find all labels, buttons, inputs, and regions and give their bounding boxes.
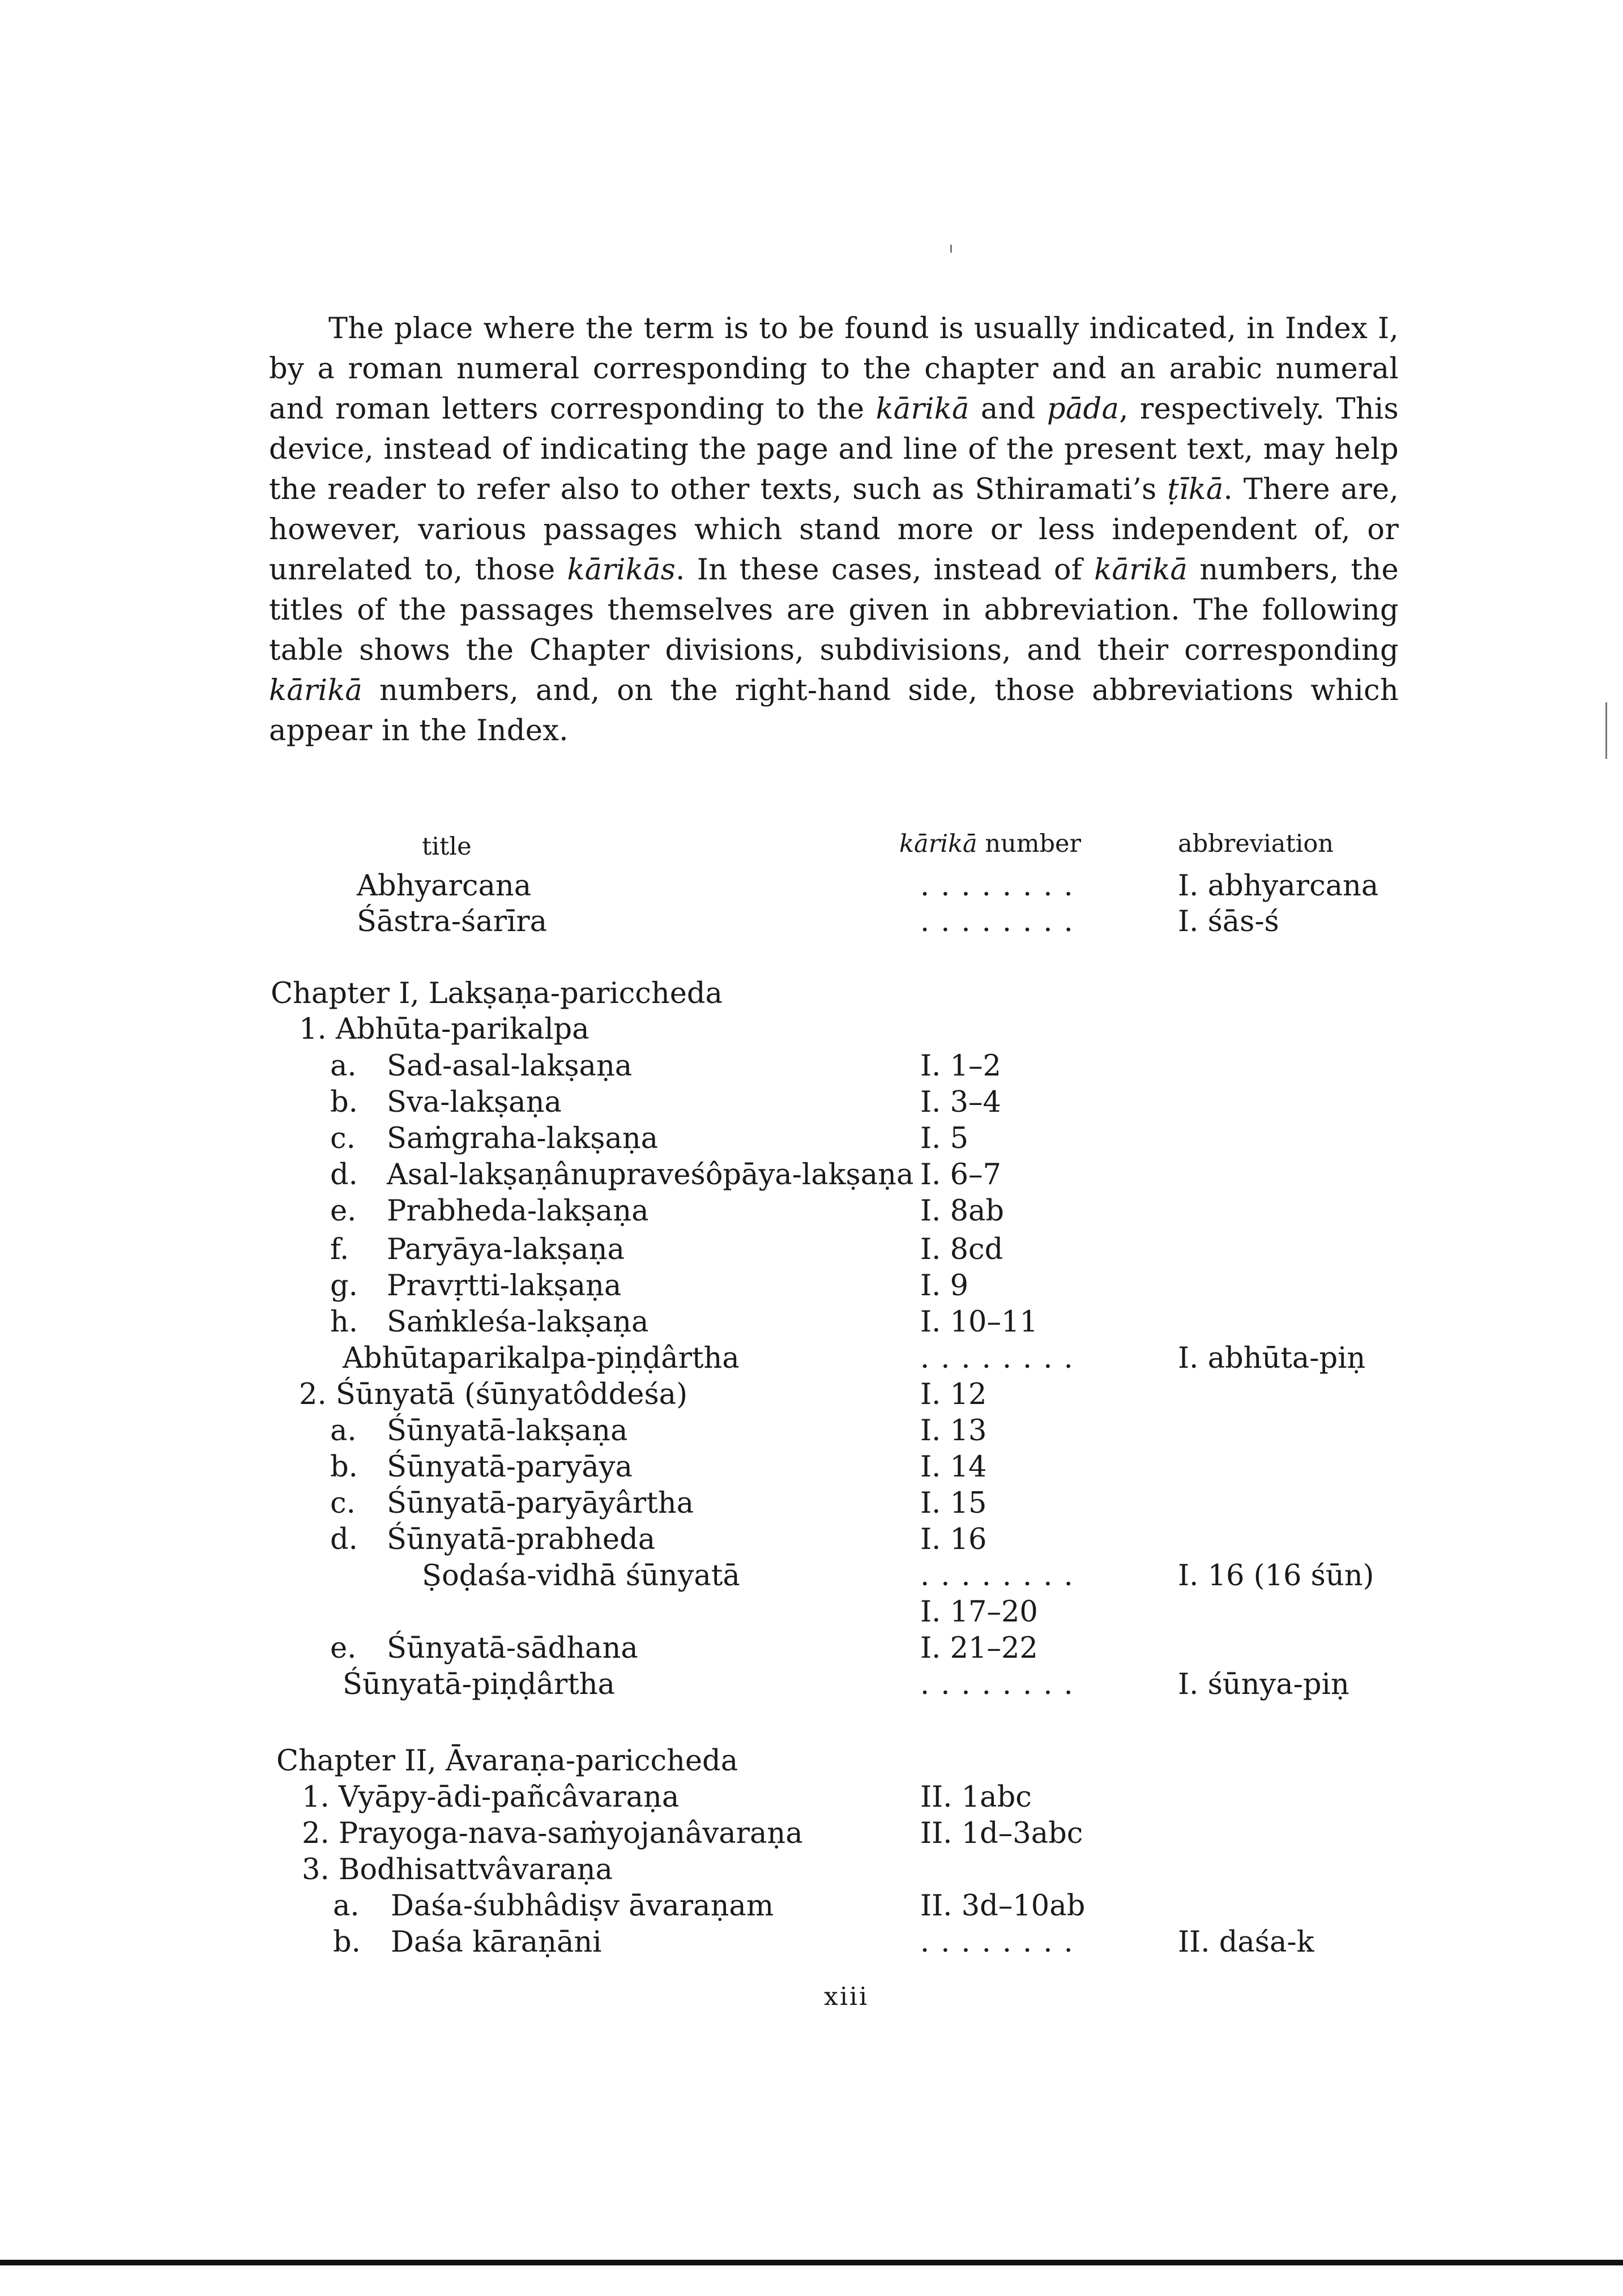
section-2-2: 2. Prayoga-nava-saṁyojanâvaraṇa (302, 1817, 803, 1850)
row-letter: d. (330, 1523, 358, 1556)
row-title: Saṁgraha-lakṣaṇa (387, 1122, 659, 1155)
leader-dots: ........ (920, 1559, 1084, 1593)
row-title: Pravṛtti-lakṣaṇa (387, 1269, 622, 1303)
row-letter: h. (330, 1305, 358, 1339)
section-2-3: 3. Bodhisattvâvaraṇa (302, 1853, 613, 1887)
row-title: Paryāya-lakṣaṇa (387, 1233, 625, 1266)
row-ref: II. 3d–10ab (920, 1889, 1086, 1923)
leader-dots: ........ (920, 905, 1084, 938)
row-letter: b. (333, 1926, 361, 1959)
page-number: xiii (824, 1982, 869, 2011)
row-ref: I. 16 (920, 1523, 987, 1556)
row-abbr: I. śūnya-piṇ (1178, 1668, 1349, 1701)
row-abbr: I. 16 (16 śūn) (1178, 1559, 1374, 1593)
row-title: Śūnyatā-paryāyârtha (387, 1487, 694, 1520)
row-title: Saṁkleśa-lakṣaṇa (387, 1305, 649, 1339)
row-letter: b. (330, 1450, 358, 1484)
row-abhyarcana-abbr: I. abhyarcana (1178, 869, 1379, 903)
row-title: Śūnyatā-piṇḍârtha (343, 1668, 615, 1701)
row-ref: I. 12 (920, 1378, 987, 1411)
row-ref: I. 1–2 (920, 1049, 1001, 1083)
row-title: Sad-asal-lakṣaṇa (387, 1049, 633, 1083)
leader-dots: ........ (920, 869, 1084, 903)
row-ref: II. 1d–3abc (920, 1817, 1083, 1850)
row-title: Daśa-śubhâdiṣv āvaraṇam (391, 1889, 774, 1923)
section-1-1: 1. Abhūta-parikalpa (299, 1013, 590, 1046)
row-ref: I. 14 (920, 1450, 987, 1484)
scan-mark (1605, 702, 1607, 759)
row-letter: e. (330, 1194, 357, 1228)
row-letter: c. (330, 1487, 356, 1520)
chapter-2-heading: Chapter II, Āvaraṇa-pariccheda (276, 1744, 738, 1778)
row-ref: I. 15 (920, 1487, 987, 1520)
row-letter: g. (330, 1269, 358, 1303)
row-title: Sva-lakṣaṇa (387, 1086, 562, 1119)
row-ref: II. 1abc (920, 1781, 1032, 1814)
header-abbreviation: abbreviation (1178, 830, 1334, 858)
row-title: Śūnyatā-paryāya (387, 1450, 633, 1484)
row-letter: b. (330, 1086, 358, 1119)
row-title: Abhūtaparikalpa-piṇḍârtha (343, 1342, 740, 1375)
intro-paragraph (269, 309, 1399, 751)
leader-dots: ........ (920, 1926, 1084, 1959)
row-abhyarcana-title: Abhyarcana (357, 869, 532, 903)
leader-dots: ........ (920, 1342, 1084, 1375)
row-ref: I. 9 (920, 1269, 969, 1303)
row-abbr: II. daśa-k (1178, 1926, 1314, 1959)
row-title: Daśa kāraṇāni (391, 1926, 602, 1959)
row-letter: d. (330, 1158, 358, 1192)
section-2-1: 1. Vyāpy-ādi-pañcâvaraṇa (302, 1781, 680, 1814)
row-ref: I. 13 (920, 1414, 987, 1448)
row-letter: a. (330, 1414, 357, 1448)
row-sastra-title: Śāstra-śarīra (357, 905, 548, 938)
intro-text: The place where the term is to be found is usually indicated, in Index I, by a roman numeral corresponding to the chapter and an arabic numeral and roman letters corresponding to the kārikā and pāda, respectively. This device, instead of indicating the page and line of the present text, may help the reader to refer also to other texts, such as Sthiramati’s ṭīkā. There are, however, various passages which stand more or less independent of, or unrelated to, those kārikās. In these cases, instead of kārikā numbers, the titles of the passages themselves are given in abbreviation. The following table shows the Chapter divisions, subdivisions, and their corresponding kārikā numbers, and, on the right-hand side, those abbreviations which appear in the Index. (269, 312, 1399, 748)
row-ref: I. 5 (920, 1122, 969, 1155)
row-title: Śūnyatā-sādhana (387, 1632, 638, 1665)
header-karika-number: kārikā number (899, 830, 1082, 858)
row-abbr: I. abhūta-piṇ (1178, 1342, 1366, 1375)
row-letter: a. (333, 1889, 360, 1923)
chapter-1-heading: Chapter I, Lakṣaṇa-pariccheda (271, 977, 723, 1010)
row-ref: I. 10–11 (920, 1305, 1038, 1339)
row-letter: f. (330, 1233, 349, 1266)
row-title: Asal-lakṣaṇânupraveśôpāya-lakṣaṇa (387, 1158, 914, 1192)
header-title: title (422, 833, 472, 861)
row-title: Śūnyatā-prabheda (387, 1523, 656, 1556)
row-ref: I. 21–22 (920, 1632, 1038, 1665)
row-title: Śūnyatā-lakṣaṇa (387, 1414, 628, 1448)
row-ref: I. 17–20 (920, 1595, 1038, 1629)
row-letter: c. (330, 1122, 356, 1155)
row-ref: I. 8ab (920, 1194, 1005, 1228)
leader-dots: ........ (920, 1668, 1084, 1701)
row-letter: e. (330, 1632, 357, 1665)
row-ref: I. 8cd (920, 1233, 1003, 1266)
row-letter: a. (330, 1049, 357, 1083)
page-bottom-edge (0, 2260, 1623, 2265)
scan-mark (950, 245, 952, 253)
row-ref: I. 6–7 (920, 1158, 1001, 1192)
row-title: Ṣoḍaśa-vidhā śūnyatā (422, 1559, 740, 1593)
row-sastra-abbr: I. śās-ś (1178, 905, 1279, 938)
row-ref: I. 3–4 (920, 1086, 1001, 1119)
row-title: Prabheda-lakṣaṇa (387, 1194, 649, 1228)
section-1-2: 2. Śūnyatā (śūnyatôddeśa) (299, 1378, 687, 1411)
